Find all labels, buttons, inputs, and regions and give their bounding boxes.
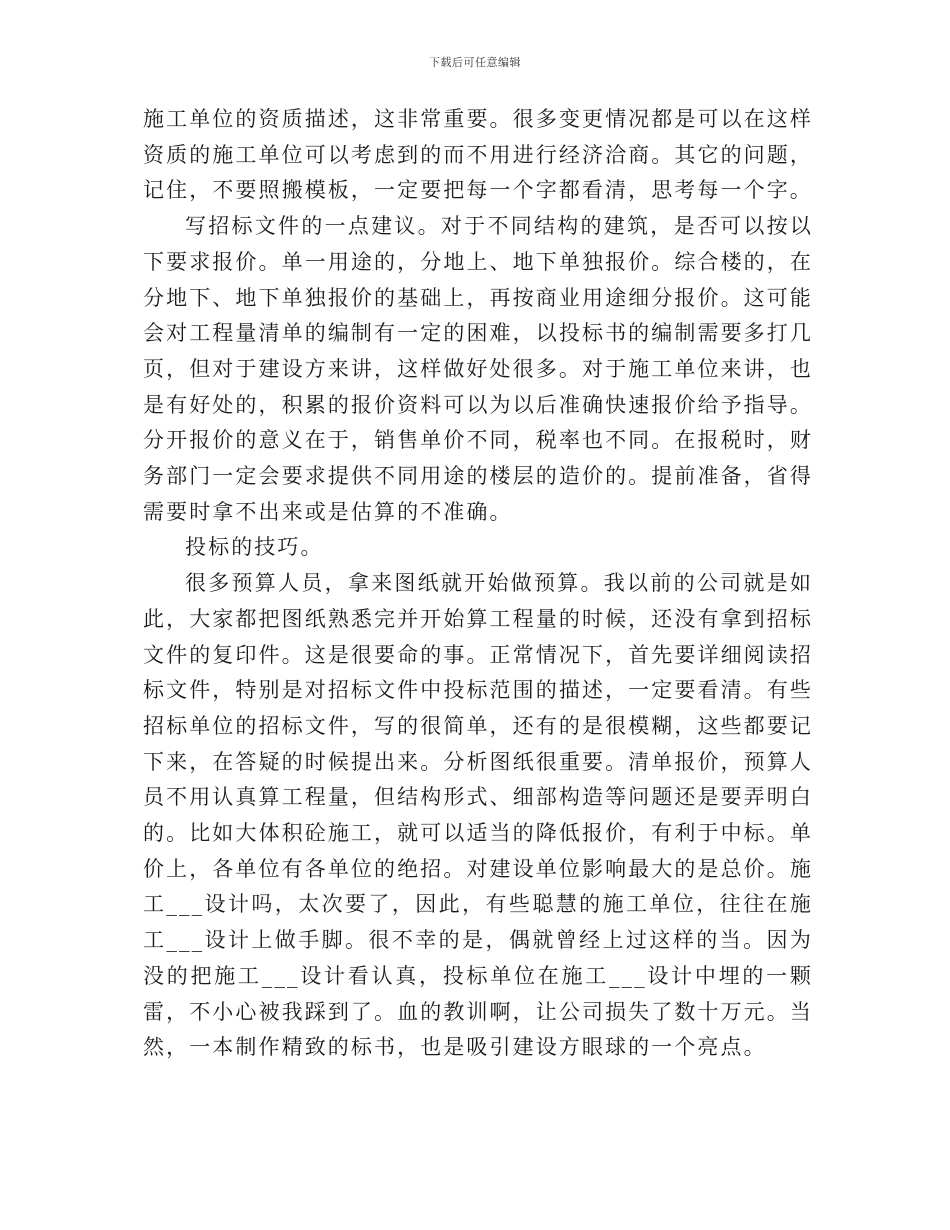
paragraph-bidding-tips: 很多预算人员，拿来图纸就开始做预算。我以前的公司就是如此，大家都把图纸熟悉完并开始算工程量的时候，还没有拿到招标文件的复印件。这是很要命的事。正常情况下，首先要详细阅读招标文件，特别是对招标文件中投标范围的描述，一定要看清。有些招标单位的招标文件，写的很简单，还有的是很模糊，这些都要记下来，在答疑的时候提出来。分析图纸很重要。清单报价，预算人员不用认真算工程量，但结构形式、细部构造等问题还是要弄明白的。比如大体积砼施工，就可以适当的降低报价，有利于中标。单价上，各单位有各单位的绝招。对建设单位影响最大的是总价。施工___设计吗，太次要了，因此，有些聪慧的施工单位，往往在施工___设计上做手脚。很不幸的是，偶就曾经上过这样的当。因为没的把施工___设计看认真，投标单位在施工___设计中埋的一颗雷，不小心被我踩到了。血的教训啊，让公司损失了数十万元。当然，一本制作精致的标书，也是吸引建设方眼球的一个亮点。	[143, 571, 813, 1060]
paragraph-bidding-tips-heading: 投标的技巧。	[185, 535, 324, 560]
paragraph-tender-suggestion: 写招标文件的一点建议。对于不同结构的建筑，是否可以按以下要求报价。单一用途的，分地上、地下单独报价。综合楼的，在分地下、地下单独报价的基础上，再按商业用途细分报价。这可能会对工程量清单的编制有一定的困难，以投标书的编制需要多打几页，但对于建设方来讲，这样做好处很多。对于施工单位来讲，也是有好处的，积累的报价资料可以为以后准确快速报价给予指导。分开报价的意义在于，销售单价不同，税率也不同。在报税时，财务部门一定会要求提供不同用途的楼层的造价的。提前准备，省得需要时拿不出来或是估算的不准确。	[143, 214, 813, 524]
page-header: 下载后可任意编辑	[429, 56, 521, 69]
document-body	[143, 102, 813, 1066]
paragraph-qualification: 施工单位的资质描述，这非常重要。很多变更情况都是可以在这样资质的施工单位可以考虑到的而不用进行经济洽商。其它的问题，记住，不要照搬模板，一定要把每一个字都看清，思考每一个字。	[143, 107, 813, 203]
